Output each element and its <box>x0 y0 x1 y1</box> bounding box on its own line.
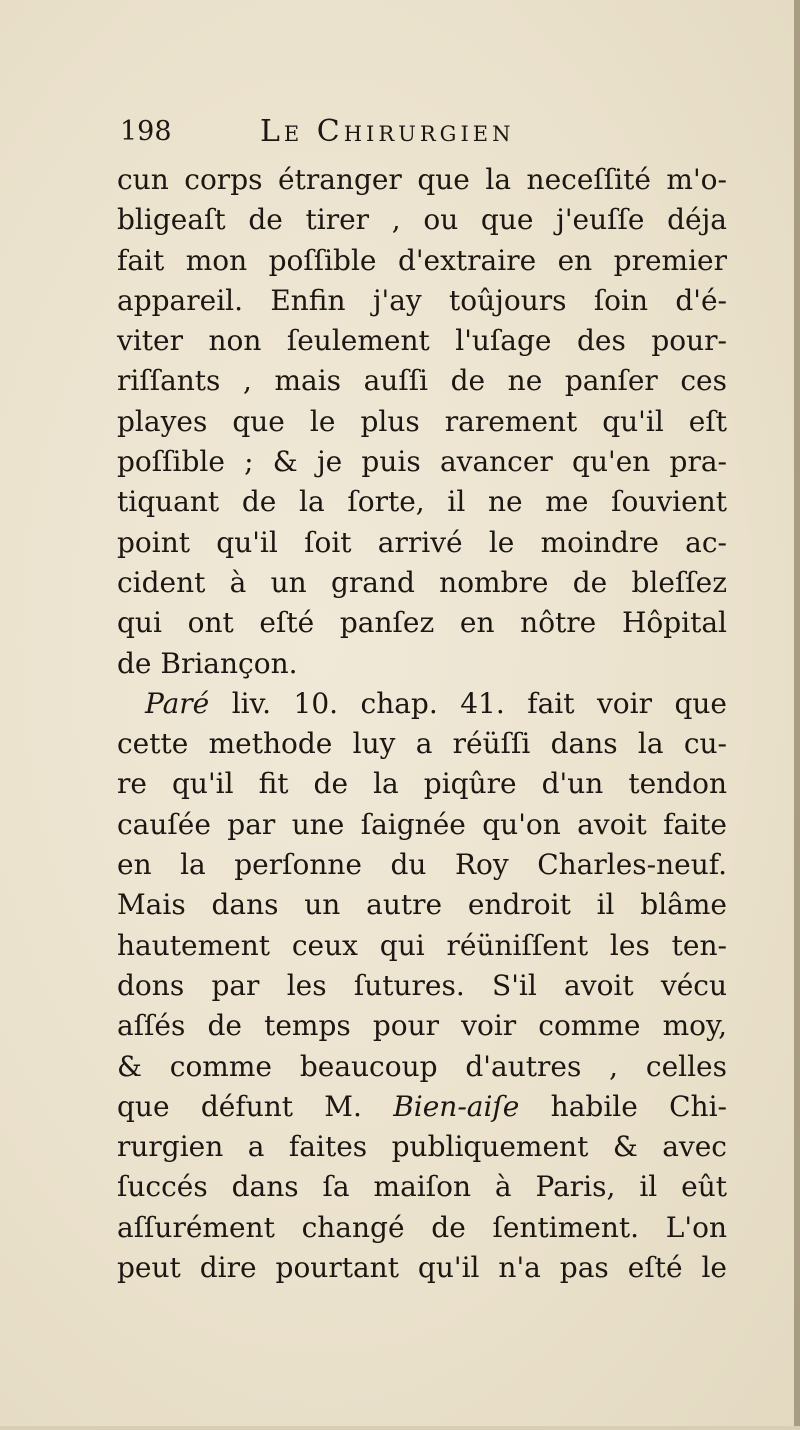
text-line: viter non ſeulement l'uſage des pour- <box>117 324 727 358</box>
text-line: Mais dans un autre endroit il blâme <box>117 888 727 922</box>
text-line: & comme beaucoup d'autres , celles <box>117 1049 727 1083</box>
text-line: en la perſonne du Roy Charles-neuf. <box>117 848 727 882</box>
text-line <box>117 1087 727 1127</box>
text-line: cette methode luy a réüſſi dans la cu- <box>117 727 727 761</box>
text-line: riſſants , mais auſſi de ne panſer ces <box>117 364 727 398</box>
text-line: poſſible ; & je puis avancer qu'en pra- <box>117 445 727 479</box>
text-line: rurgien a faites publiquement & avec <box>117 1130 727 1164</box>
text-line: ſuccés dans ſa maiſon à Paris, il eût <box>117 1170 727 1204</box>
text-line: qui ont eſté panſez en nôtre Hôpital <box>117 606 727 640</box>
text-line: cauſée par une ſaignée qu'on avoit faite <box>117 807 727 841</box>
text-line: cident à un grand nombre de bleſſez <box>117 565 727 599</box>
body-text <box>117 160 727 1288</box>
text-line: playes que le plus rarement qu'il eſt <box>117 404 727 438</box>
text-fragment: habile Chi- <box>519 1089 727 1123</box>
paragraph-start-line <box>117 684 727 724</box>
text-line: peut dire pourtant qu'il n'a pas eſté le <box>117 1251 727 1285</box>
page-number: 198 <box>120 116 172 147</box>
text-line: appareil. Enfin j'ay toûjours ſoin d'é- <box>117 283 727 317</box>
text-line: hautement ceux qui réüniſſent les ten- <box>117 928 727 962</box>
text-fragment: que défunt M. <box>117 1089 394 1123</box>
text-line: aſſurément changé de ſentiment. L'on <box>117 1210 727 1244</box>
text-line: point qu'il ſoit arrivé le moindre ac- <box>117 525 727 559</box>
text-fragment: liv. 10. chap. 41. fait voir que <box>209 686 727 720</box>
italic-person-name: Bien-aiſe <box>393 1089 520 1123</box>
text-line: aſſés de temps pour voir comme moy, <box>117 1009 727 1043</box>
running-title: Le Chirurgien <box>260 114 515 149</box>
paragraph-end-line: de Briançon. <box>117 646 298 680</box>
text-line: dons par les ſutures. S'il avoit vécu <box>117 968 727 1002</box>
text-line: bligeaſt de tirer , ou que j'euſſe déja <box>117 203 727 237</box>
page-edge-bottom <box>0 1426 800 1430</box>
italic-author-name: Paré <box>145 686 210 720</box>
page-edge-right <box>794 0 800 1430</box>
page-header <box>120 112 740 152</box>
text-line: fait mon poſſible d'extraire en premier <box>117 243 727 277</box>
text-line: tiquant de la ſorte, il ne me ſouvient <box>117 485 727 519</box>
text-line: cun corps étranger que la neceſſité m'o- <box>117 163 727 196</box>
text-line: re qu'il fit de la piqûre d'un tendon <box>117 767 727 801</box>
